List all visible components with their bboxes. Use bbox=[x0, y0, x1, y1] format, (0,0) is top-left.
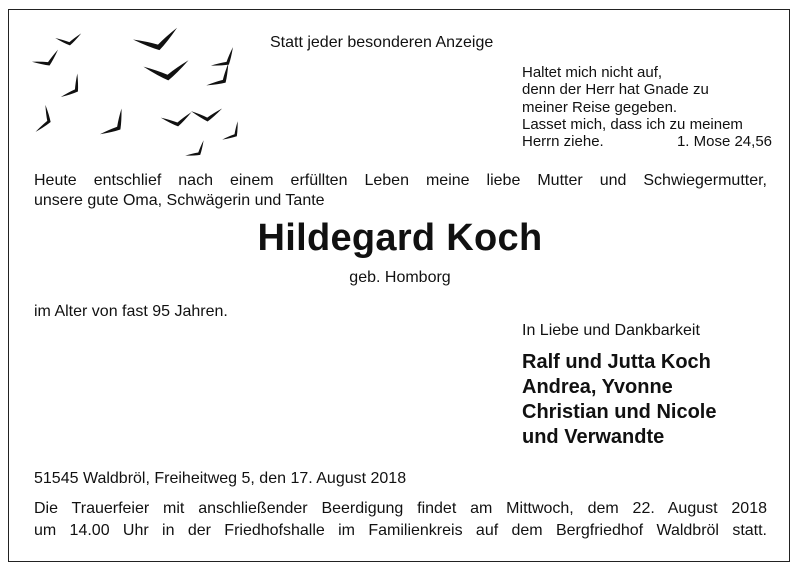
mourner-line: Andrea, Yvonne bbox=[522, 376, 673, 398]
closing-phrase: In Liebe und Dankbarkeit bbox=[522, 322, 700, 339]
maiden-name: geb. Homborg bbox=[349, 269, 451, 286]
verse-line: Herrn ziehe. bbox=[522, 133, 604, 151]
verse-line: denn der Herr hat Gnade zu bbox=[522, 81, 709, 99]
funeral-info bbox=[34, 498, 767, 542]
verse-reference: 1. Mose 24,56 bbox=[676, 133, 772, 151]
verse-line: Haltet mich nicht auf, bbox=[522, 64, 663, 81]
bible-verse bbox=[522, 64, 772, 150]
mourner-line: Ralf und Jutta Koch bbox=[522, 351, 711, 373]
deceased-name: Hildegard Koch bbox=[257, 217, 543, 259]
funeral-line: Die Trauerfeier mit anschließender Beerdigung findet am Mittwoch, dem 22. August 2018 bbox=[34, 500, 767, 517]
funeral-line: um 14.00 Uhr in der Friedhofshalle im Familienkreis auf dem Bergfriedhof Waldbröl statt. bbox=[34, 522, 767, 539]
intro-line: Heute entschlief nach einem erfüllten Leben meine liebe Mutter und Schwiegermutter, bbox=[34, 172, 767, 189]
mourner-line: und Verwandte bbox=[522, 426, 665, 448]
intro-text bbox=[34, 171, 767, 211]
verse-last-line bbox=[522, 133, 772, 150]
mourner-line: Christian und Nicole bbox=[522, 401, 717, 423]
flying-birds-icon bbox=[25, 25, 265, 170]
notice-header: Statt jeder besonderen Anzeige bbox=[270, 34, 494, 51]
verse-line: meiner Reise gegeben. bbox=[522, 98, 678, 116]
mourners-list bbox=[522, 350, 716, 450]
age-text: im Alter von fast 95 Jahren. bbox=[34, 303, 228, 320]
verse-line: Lasset mich, dass ich zu meinem bbox=[522, 115, 743, 133]
address-date: 51545 Waldbröl, Freiheitweg 5, den 17. August 2018 bbox=[34, 470, 407, 487]
intro-line: unsere gute Oma, Schwägerin und Tante bbox=[34, 192, 325, 209]
